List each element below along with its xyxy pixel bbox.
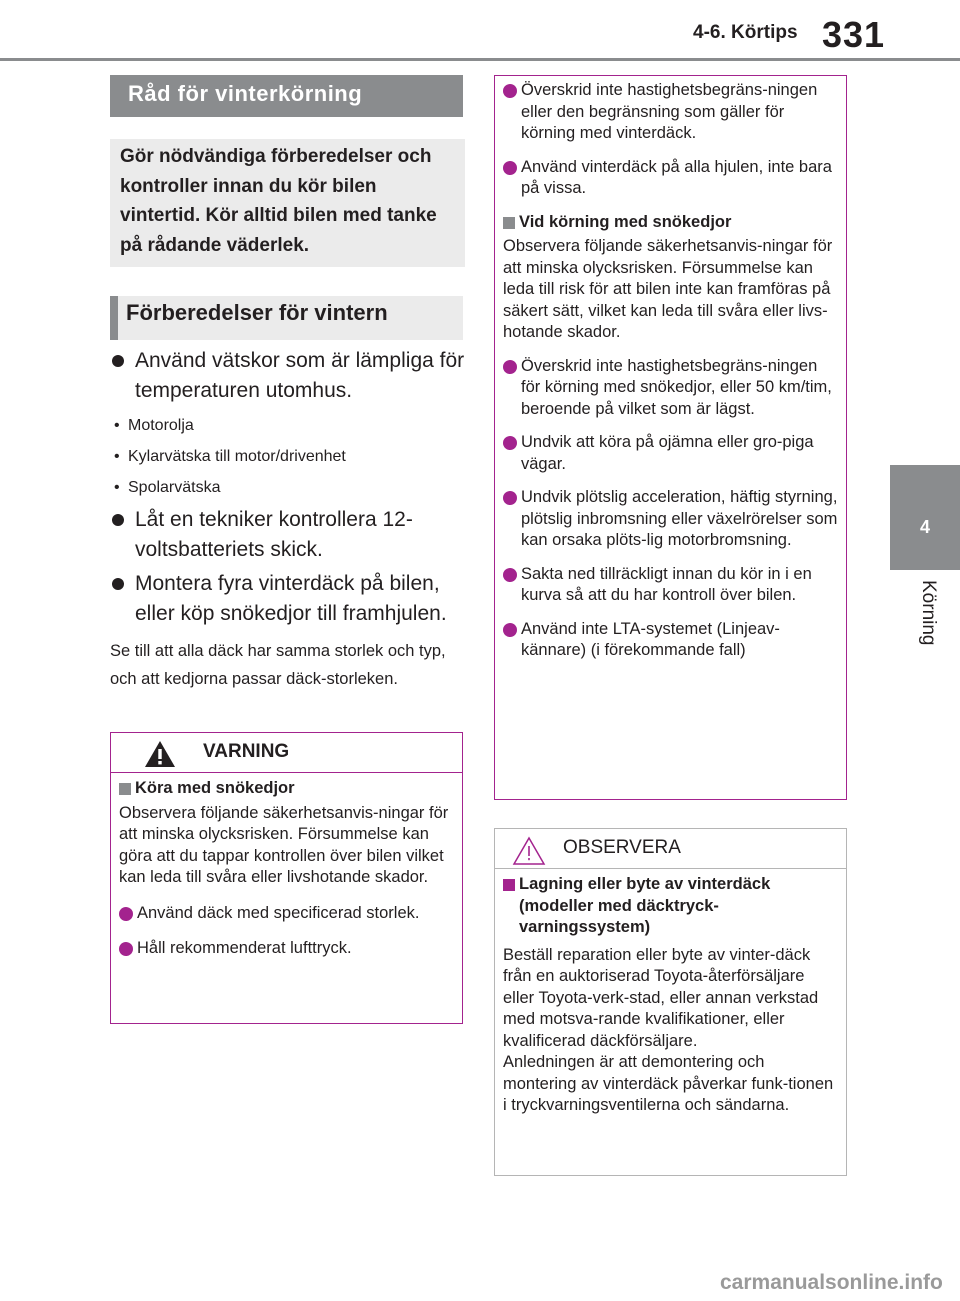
warning-text: Observera följande säkerhetsanvis-ningar för att minska olycksrisken. Försummelse kan göra att du tappar kontrollen över bilen vilket kan leda till svåra eller livshotande skador.	[119, 803, 449, 886]
warning-bullet	[503, 619, 838, 662]
bullet-text: Använd vätskor som är lämpliga för temperaturen utomhus.	[135, 349, 465, 402]
notice-box	[494, 828, 847, 1176]
list-item-text: Kylarvätska till motor/drivenhet	[128, 448, 346, 465]
warning-bullet-text: Sakta ned tillräckligt innan du kör in i en kurva så att du har kontroll över bilen.	[521, 564, 812, 604]
bullet-fluids	[112, 346, 472, 406]
warning-bullet-text: Överskrid inte hastighetsbegräns-ningen eller den begränsning som gäller för körning med vinterdäck.	[521, 81, 818, 142]
warning-section-title-text: Köra med snökedjor	[135, 779, 295, 797]
subsection-title: Förberedelser för vintern	[110, 296, 463, 340]
warning-section-title	[119, 778, 454, 800]
warning-bullet-text: Använd vinterdäck på alla hjulen, inte bara på vissa.	[521, 157, 832, 197]
bullet-dot	[119, 942, 133, 956]
bullet-dot	[503, 84, 517, 98]
notice-section-title-text: Lagning eller byte av vinterdäck (modeller med däcktryck-varningssystem)	[519, 875, 771, 936]
bullet-dot	[503, 360, 517, 374]
bullet-tires	[112, 569, 472, 629]
intro-box: Gör nödvändiga förberedelser och kontroller innan du kör bilen vintertid. Kör alltid bilen med tanke på rådande väderlek.	[110, 139, 465, 267]
chapter-number: 4	[919, 517, 930, 537]
chapter-label: Körning	[918, 580, 939, 646]
section-title: Råd för vinterkörning	[110, 75, 463, 117]
list-item-text: Spolarvätska	[128, 479, 221, 496]
section-heading: 4-6. Körtips	[693, 22, 798, 43]
list-item: • Spolarvätska	[114, 479, 221, 496]
square-marker	[503, 217, 515, 229]
list-item: • Kylarvätska till motor/drivenhet	[114, 448, 346, 465]
warning-bullet-text: Håll rekommenderat lufttryck.	[137, 939, 352, 957]
header-rule	[0, 58, 960, 61]
warning-bullet-text: Använd däck med specificerad storlek.	[137, 903, 420, 922]
warning-box	[110, 732, 463, 1024]
list-item: • Motorolja	[114, 417, 194, 434]
notice-section-title	[503, 874, 838, 939]
bullet-dot	[503, 623, 517, 637]
page-number: 331	[822, 14, 886, 55]
warning-bullet	[119, 938, 454, 960]
snow-chain-section-title	[503, 212, 838, 234]
bullet-dot	[112, 355, 124, 367]
bullet-text: Låt en tekniker kontrollera 12-voltsbatteriets skick.	[135, 508, 413, 561]
chapter-tab	[890, 465, 960, 570]
warning-bullet	[503, 564, 838, 607]
bullet-text: Montera fyra vinterdäck på bilen, eller köp snökedjor till framhjulen.	[135, 572, 447, 625]
bullet-dot	[503, 491, 517, 505]
warning-bullet	[503, 432, 838, 475]
warning-bullet-text: Överskrid inte hastighetsbegräns-ningen för körning med snökedjor, eller 50 km/tim, beroende på vilket som är lägst.	[521, 356, 832, 418]
watermark: carmanualsonline.info	[720, 1271, 943, 1294]
bullet-dot	[503, 568, 517, 582]
warning-bullet-text: Använd inte LTA-systemet (Linjeav-kännare) (i förekommande fall)	[521, 619, 780, 659]
bullet-dot	[112, 514, 124, 526]
list-item-text: Motorolja	[128, 417, 194, 434]
warning-bullet	[503, 157, 838, 200]
snow-chain-section-title-text: Vid körning med snökedjor	[519, 212, 732, 231]
bullet-dot	[119, 907, 133, 921]
warning-title: VARNING	[203, 741, 290, 762]
bullet-battery	[112, 505, 472, 565]
warning-bullet	[503, 487, 838, 552]
body-paragraph: Se till att alla däck har samma storlek och typ, och att kedjorna passar däck-storleken.	[110, 642, 446, 688]
notice-text-2: Anledningen är att demontering och montering av vinterdäck påverkar funk-tionen i tryckvarningsventilerna och sändarna.	[503, 1053, 834, 1114]
warning-bullet-text: Undvik att köra på ojämna eller gro-piga vägar.	[521, 433, 814, 473]
warning-bullet	[503, 356, 838, 421]
snow-chain-text: Observera följande säkerhetsanvis-ningar för att minska olycksrisken. Försummelse kan leda till risk för att bilen inte kan framföras på säkert sätt, vilket kan leda till svåra eller livs-hotande skador.	[503, 237, 833, 341]
warning-bullet	[119, 903, 454, 925]
warning-bullet-text: Undvik plötslig acceleration, häftig styrning, plötslig inbromsning eller växelrörelser som kan orsaka plöts-lig motorbromsning.	[521, 488, 838, 549]
bullet-dot	[112, 578, 124, 590]
notice-title: OBSERVERA	[563, 837, 681, 858]
caution-icon	[512, 836, 546, 866]
bullet-dot	[503, 161, 517, 175]
notice-header	[495, 829, 846, 869]
notice-text: Beställ reparation eller byte av vinter-däck från en auktoriserad Toyota-återförsäljare eller Toyota-verk-stad, eller annan verkstad med motsva-rande kvalifikationer, eller kvalificerad däckförsäljare.	[503, 945, 819, 1050]
warning-icon	[144, 740, 176, 768]
square-marker	[119, 783, 131, 795]
warning-continuation-box	[494, 75, 847, 800]
square-marker	[503, 879, 515, 891]
bullet-dot	[503, 436, 517, 450]
warning-bullet	[503, 80, 838, 145]
warning-header	[111, 733, 462, 773]
